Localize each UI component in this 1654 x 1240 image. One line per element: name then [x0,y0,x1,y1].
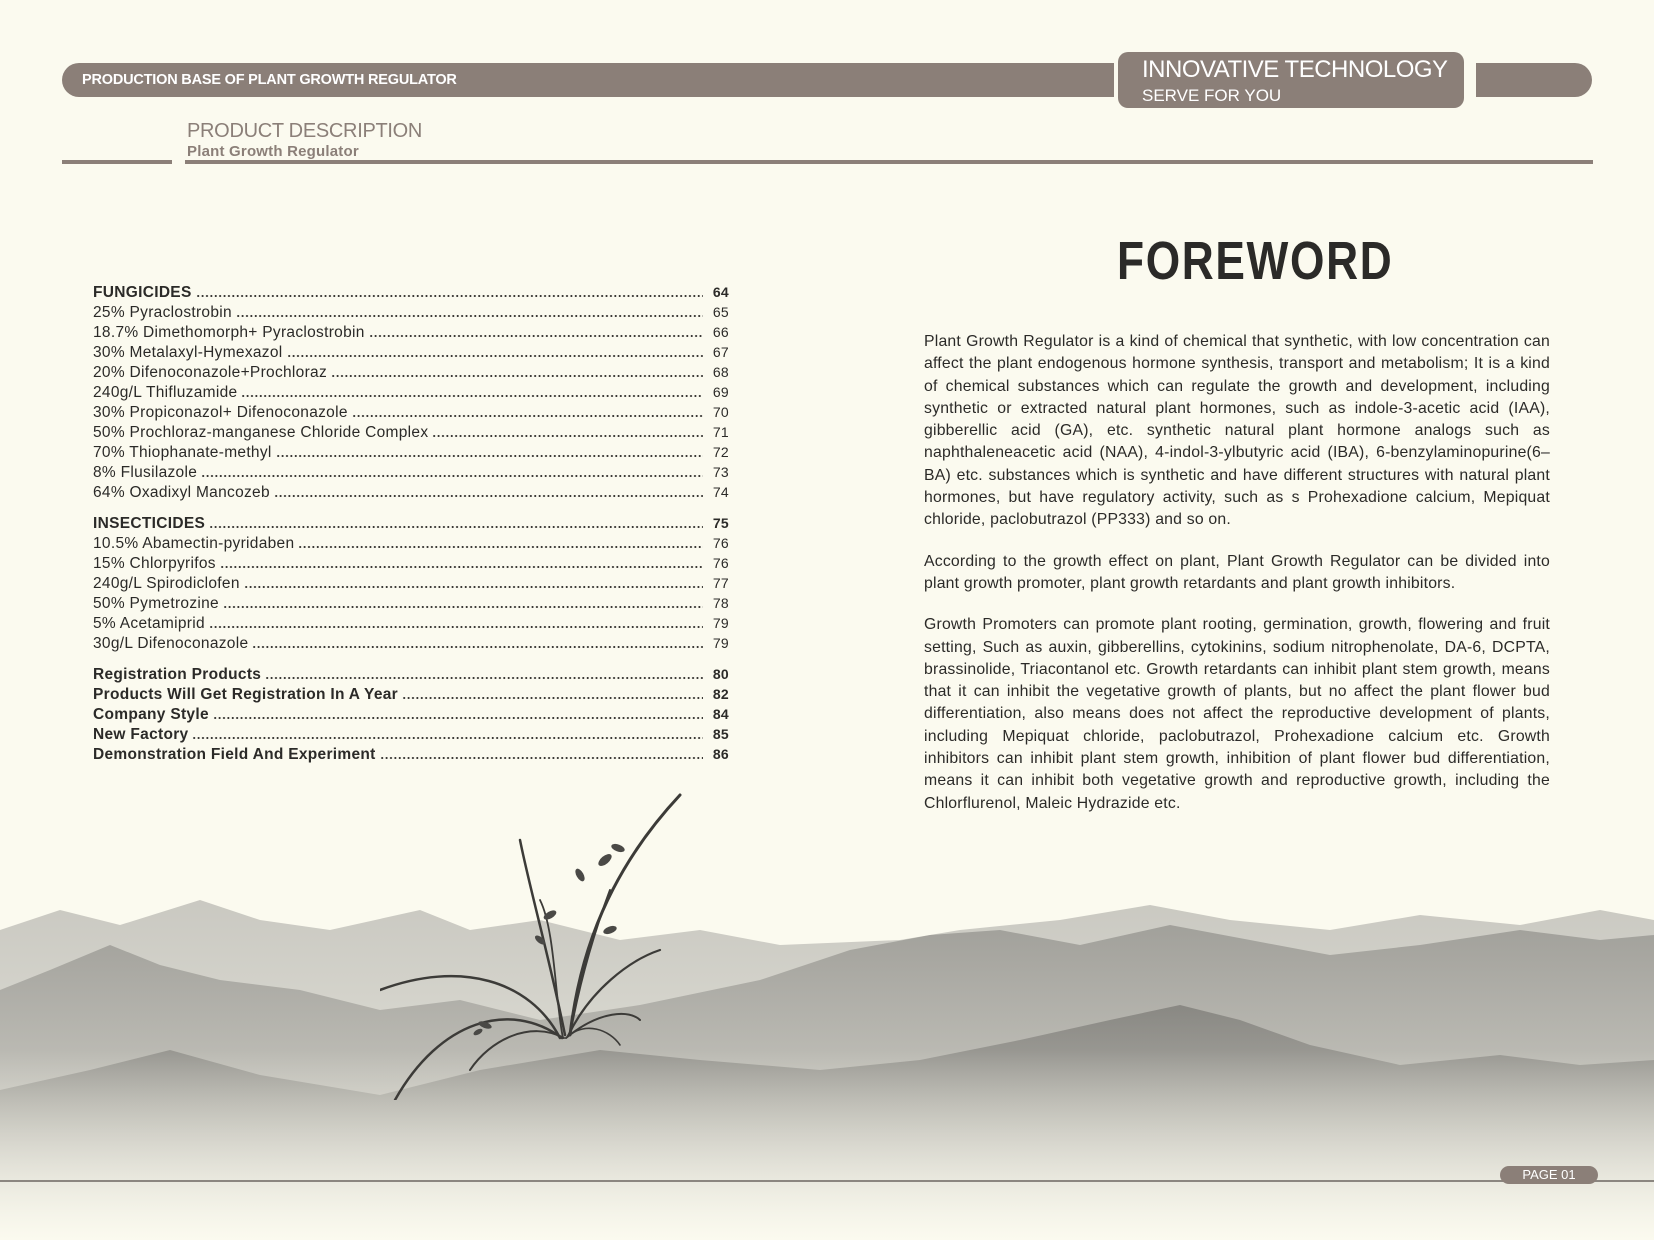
section-rule-long [185,160,1593,164]
toc-page-number: 67 [712,344,729,360]
toc-entry-row [93,382,729,402]
toc-page-number: 77 [712,575,729,591]
toc-page-number: 82 [712,686,729,702]
toc-page-number: 69 [712,384,729,400]
toc-dot-leader [331,374,703,378]
toc-entry-title: 64% Oxadixyl Mancozeb [93,484,270,501]
toc-entry-title: 240g/L Spirodiclofen [93,575,240,592]
toc-dot-leader [274,494,703,498]
toc-entry-row [93,342,729,362]
table-of-contents [93,282,729,775]
toc-dot-leader [209,625,703,629]
toc-entry-row [93,593,729,613]
foreword-paragraph: Plant Growth Regulator is a kind of chemical that synthetic, with low concentration can affect the plant endogenous hormone synthesis, transport and metabolism; It is a kind of chemical substances which can regulate the growth and development, including synthetic or extracted natural plant hormones, such as indole-3-acetic acid (IAA), gibberellic acid (GA), etc. synthetic natural plant hormone analogs such as naphthaleneacetic acid (NAA), 4-indol-3-ylbutyric acid (IBA), 6-benzylaminopurine(6–BA) etc. substances which is synthetic and have different structures with natural plant hormones, but have regulatory activity, such as s Prohexadione calcium, Mepiquat chloride, paclobutrazol (PP333) and so on. [924,333,1550,529]
toc-entry-title: 30% Propiconazol+ Difenoconazole [93,404,348,421]
header-bar [62,63,1116,97]
brand-slogan-line1: INNOVATIVE TECHNOLOGY [1142,56,1448,83]
toc-entry-title: 30g/L Difenoconazole [93,635,249,652]
toc-page-number: 86 [712,746,729,762]
toc-entry-title: 15% Chlorpyrifos [93,555,216,572]
toc-page-number: 76 [712,535,729,551]
foreword-title: FOREWORD [1117,231,1394,291]
toc-page-number: 74 [712,484,729,500]
toc-group [93,282,729,502]
toc-dot-leader [287,354,703,358]
toc-entry-row [93,613,729,633]
toc-dot-leader [369,334,703,338]
toc-entry-title: FUNGICIDES [93,284,192,301]
toc-entry-title: 30% Metalaxyl-Hymexazol [93,344,283,361]
toc-heading-row [93,684,729,704]
section-subtitle: Plant Growth Regulator [187,143,359,160]
toc-page-number: 84 [712,706,729,722]
toc-page-number: 85 [712,726,729,742]
toc-dot-leader [196,294,703,298]
toc-dot-leader [252,645,703,649]
toc-group [93,664,729,764]
toc-entry-row [93,422,729,442]
toc-entry-title: Demonstration Field And Experiment [93,746,376,763]
toc-entry-title: 50% Prochloraz-manganese Chloride Complex [93,424,429,441]
toc-dot-leader [209,525,703,529]
toc-heading-row [93,664,729,684]
toc-page-number: 72 [712,444,729,460]
toc-entry-row [93,302,729,322]
ink-orchid-icon [380,780,700,1100]
toc-page-number: 66 [712,324,729,340]
foreword-paragraph: According to the growth effect on plant, Plant Growth Regulator can be divided into plant growth promoter, plant growth retardants and plant growth inhibitors. [924,552,1550,592]
toc-page-number: 78 [712,595,729,611]
toc-page-number: 71 [712,424,729,440]
toc-page-number: 80 [712,666,729,682]
toc-dot-leader [402,696,703,700]
toc-page-number: 73 [712,464,729,480]
toc-dot-leader [192,736,703,740]
header-bar-end [1476,63,1592,97]
foreword-paragraph: Growth Promoters can promote plant rooting, germination, growth, flowering and fruit setting, Such as auxin, gibberellins, cytokinins, sodium nitrophenolate, DA-6, DCPTA, brassinolide, Triacontanol etc. Growth retardants can inhibit plant stem growth, means that it can inhibit the vegetative growth of plants, but no affect the plant flower bud differentiation, also means does not affect the reproductive development of plants, including Mepiquat chloride, paclobutrazol, Prohexadione calcium etc. Growth inhibitors can inhibit plant stem growth, inhibition of plant flower bud differentiation, means it can inhibit both vegetative growth and reproductive growth, including the Chlorflurenol, Maleic Hydrazide etc. [924,616,1550,812]
foreword-body [924,331,1550,834]
brand-slogan-line2: SERVE FOR YOU [1142,86,1282,105]
ink-mountains-icon [0,870,1654,1240]
header-bar-label: PRODUCTION BASE OF PLANT GROWTH REGULATOR [82,72,457,88]
toc-entry-title: 25% Pyraclostrobin [93,304,232,321]
toc-entry-row [93,573,729,593]
toc-page-number: 75 [712,515,729,531]
toc-heading-row [93,744,729,764]
toc-page-number: 79 [712,615,729,631]
toc-page-number: 70 [712,404,729,420]
toc-page-number: 68 [712,364,729,380]
toc-group [93,513,729,653]
toc-entry-title: 5% Acetamiprid [93,615,205,632]
toc-dot-leader [265,676,703,680]
toc-entry-title: 20% Difenoconazole+Prochloraz [93,364,328,381]
toc-dot-leader [213,716,703,720]
toc-entry-title: 50% Pymetrozine [93,595,219,612]
toc-page-number: 65 [712,304,729,320]
toc-page-number: 76 [712,555,729,571]
toc-entry-row [93,533,729,553]
toc-entry-row [93,362,729,382]
toc-entry-title: Products Will Get Registration In A Year [93,686,398,703]
toc-dot-leader [201,474,703,478]
footer-rule [0,1180,1654,1182]
toc-entry-row [93,633,729,653]
toc-entry-row [93,402,729,422]
toc-dot-leader [236,314,703,318]
toc-dot-leader [223,605,703,609]
toc-entry-title: 10.5% Abamectin-pyridaben [93,535,295,552]
toc-dot-leader [380,756,703,760]
toc-heading-row [93,704,729,724]
toc-page-number: 79 [712,635,729,651]
toc-heading-row [93,513,729,533]
toc-entry-title: Registration Products [93,666,262,683]
toc-entry-title: 18.7% Dimethomorph+ Pyraclostrobin [93,324,365,341]
page-number-badge: PAGE 01 [1500,1166,1598,1184]
toc-entry-title: 70% Thiophanate-methyl [93,444,272,461]
toc-entry-title: 240g/L Thifluzamide [93,384,238,401]
toc-entry-title: 8% Flusilazole [93,464,198,481]
toc-dot-leader [352,414,703,418]
section-rule-short [62,160,172,164]
toc-entry-row [93,553,729,573]
toc-entry-row [93,482,729,502]
toc-dot-leader [244,585,703,589]
toc-dot-leader [241,394,703,398]
toc-dot-leader [298,545,703,549]
toc-entry-title: INSECTICIDES [93,515,206,532]
toc-entry-row [93,442,729,462]
toc-dot-leader [220,565,703,569]
toc-entry-title: New Factory [93,726,189,743]
toc-entry-title: Company Style [93,706,209,723]
toc-heading-row [93,724,729,744]
toc-entry-row [93,462,729,482]
toc-heading-row [93,282,729,302]
toc-dot-leader [276,454,703,458]
section-title: PRODUCT DESCRIPTION [187,120,423,142]
toc-page-number: 64 [712,284,729,300]
toc-entry-row [93,322,729,342]
toc-dot-leader [432,434,703,438]
brand-tab [1118,52,1464,108]
